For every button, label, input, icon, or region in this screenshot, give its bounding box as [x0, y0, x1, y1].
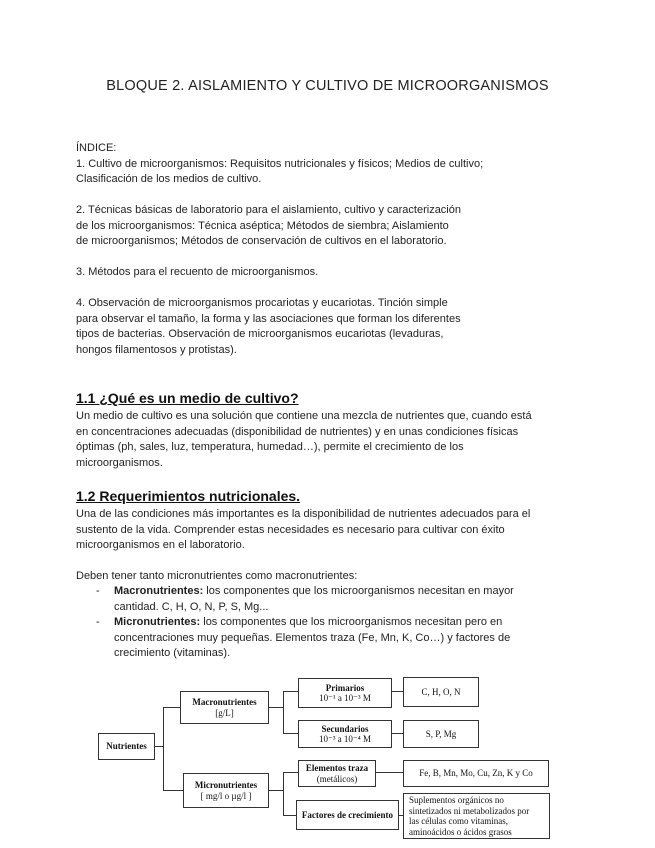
index-section: [76, 141, 483, 188]
connector: [399, 815, 403, 816]
connector: [283, 691, 298, 692]
traza-elements: Fe, B, Mn, Mo, Cu, Zn, K y Co: [419, 768, 533, 779]
bullet-text-micro-1: los componentes que los microorganismos necesitan pero en: [200, 616, 503, 629]
macronutrients-unit: [g/L]: [215, 707, 234, 718]
elementos-traza-label: Elementos traza: [305, 763, 369, 773]
connector: [392, 733, 403, 734]
nutrients-box: [98, 733, 155, 760]
connector: [283, 733, 298, 734]
index-item-4: [76, 296, 461, 358]
connector: [269, 790, 283, 791]
index-item-4-line-3: tipos de bacterias. Observación de microorganismos eucariotas (levaduras,: [76, 328, 444, 341]
index-item-4-line-2: para observar el tamaño, la forma y las asociaciones que forman los diferentes: [76, 312, 461, 325]
factores-desc-line-3: las células como vitaminas,: [409, 816, 508, 826]
index-item-4-line-1: 4. Observación de microorganismos procariotas y eucariotas. Tinción simple: [76, 297, 448, 309]
index-item-1-line-1: 1. Cultivo de microorganismos: Requisitos nutricionales y físicos; Medios de cultivo;: [76, 157, 484, 170]
connector: [163, 707, 180, 708]
primarios-range: 10⁻¹ a 10⁻³ M: [319, 693, 371, 703]
connector: [163, 707, 164, 790]
section-1-2-intro: Deben tener tanto micronutrientes como macronutrientes:: [76, 570, 358, 582]
index-item-2-line-1: 2. Técnicas básicas de laboratorio para el aislamiento, cultivo y caracterización: [76, 204, 461, 216]
bullet-term-micro: Micronutrientes:: [114, 616, 201, 629]
bullet-dash: -: [96, 585, 100, 597]
connector: [163, 790, 183, 791]
bullet-text-macro-1: los componentes que los microorganismos necesitan en mayor: [203, 585, 514, 597]
micronutrients-unit: [ mg/l o µg/l ]: [200, 790, 252, 801]
connector: [283, 691, 284, 733]
bullet-dash: -: [96, 616, 100, 629]
macronutrients-box: [180, 691, 269, 724]
primarios-label: Primarios: [325, 682, 365, 693]
section-1-2-line-3: microorganismos en el laboratorio.: [76, 539, 245, 552]
connector: [283, 772, 298, 773]
index-item-3: [76, 265, 318, 281]
index-heading: ÍNDICE:: [76, 142, 117, 154]
macronutrients-label: Macronutrientes: [192, 697, 257, 707]
connector: [283, 815, 296, 816]
index-item-2-line-2: de los microorganismos: Técnica aséptica; Métodos de siembra; Aislamiento: [76, 219, 449, 232]
elementos-traza-sub: (metálicos): [316, 773, 358, 784]
connector: [155, 746, 163, 747]
connector: [392, 691, 403, 692]
bullet-macronutrients: [76, 584, 514, 615]
section-1-1-heading: 1.1 ¿Qué es un medio de cultivo?: [76, 390, 299, 406]
factores-desc-line-4: aminoácidos o ácidos grasos: [409, 826, 512, 837]
connector: [269, 707, 283, 708]
index-item-1-line-2: Clasificación de los medios de cultivo.: [76, 173, 262, 186]
primarios-box: [298, 678, 392, 708]
bullet-term-macro: Macronutrientes:: [114, 585, 204, 597]
connector: [376, 772, 403, 773]
connector: [283, 772, 284, 815]
bullet-text-macro-2: cantidad. C, H, O, N, P, S, Mg...: [114, 600, 269, 613]
index-item-3-line-1: 3. Métodos para el recuento de microorganismos.: [76, 266, 319, 278]
section-1-1-line-1: Un medio de cultivo es una solución que contiene una mezcla de nutrientes que, cuando está: [76, 410, 532, 422]
section-1-2-body: [76, 507, 530, 554]
secundarios-label: Secundarios: [321, 723, 369, 734]
elementos-traza-box: [298, 760, 376, 787]
factores-crecimiento-box: [296, 800, 399, 830]
secundarios-elements: S, P, Mg: [425, 728, 457, 739]
section-1-1-line-2: en concentraciones adecuadas (disponibilidad de nutrientes) y en unas condiciones físicas: [76, 425, 519, 438]
factores-crecimiento-label: Factores de crecimiento: [301, 809, 394, 820]
bullet-text-micro-2: concentraciones muy pequeñas. Elementos traza (Fe, Mn, K, Co…) y factores de: [114, 631, 511, 644]
section-1-2-heading: 1.2 Requerimientos nutricionales.: [76, 488, 301, 504]
primarios-elements: C, H, O, N: [421, 686, 461, 697]
factores-desc-line-2: sintetizados ni metabolizados por: [409, 805, 530, 816]
index-item-2: [76, 203, 461, 250]
secundarios-range: 10⁻³ a 10⁻⁴ M: [318, 734, 372, 744]
index-item-2-line-3: de microorganismos; Métodos de conservación de cultivos en el laboratorio.: [76, 235, 447, 248]
factores-description-box: [403, 793, 550, 839]
section-1-1-line-3: óptimas (ph, sales, luz, temperatura, humedad…), permite el crecimiento de los: [76, 441, 464, 454]
micronutrients-label: Micronutrientes: [194, 780, 258, 790]
factores-desc-line-1: Suplementos orgánicos no: [409, 795, 504, 805]
section-1-1-body: [76, 409, 532, 471]
secundarios-elements-box: [403, 720, 479, 748]
traza-elements-box: [403, 760, 549, 787]
nutrient-bullet-list: [76, 584, 514, 662]
bullet-text-micro-3: crecimiento (vitaminas).: [114, 647, 231, 660]
nutrients-label: Nutrientes: [106, 741, 147, 752]
section-1-2-line-1: Una de las condiciones más importantes es la disponibilidad de nutrientes adecuados para el: [76, 508, 531, 520]
primarios-elements-box: [403, 677, 479, 707]
section-1-2-line-2: sustento de la vida. Comprender estas necesidades es necesario para cultivar con éxito: [76, 523, 505, 536]
bullet-micronutrients: [76, 615, 514, 662]
micronutrients-box: [183, 773, 269, 808]
section-1-1-line-4: microorganismos.: [76, 456, 163, 469]
page-title: BLOQUE 2. AISLAMIENTO Y CULTIVO DE MICROORGANISMOS: [106, 78, 549, 94]
secundarios-box: [298, 720, 392, 748]
index-item-4-line-4: hongos filamentosos y protistas).: [76, 343, 237, 356]
